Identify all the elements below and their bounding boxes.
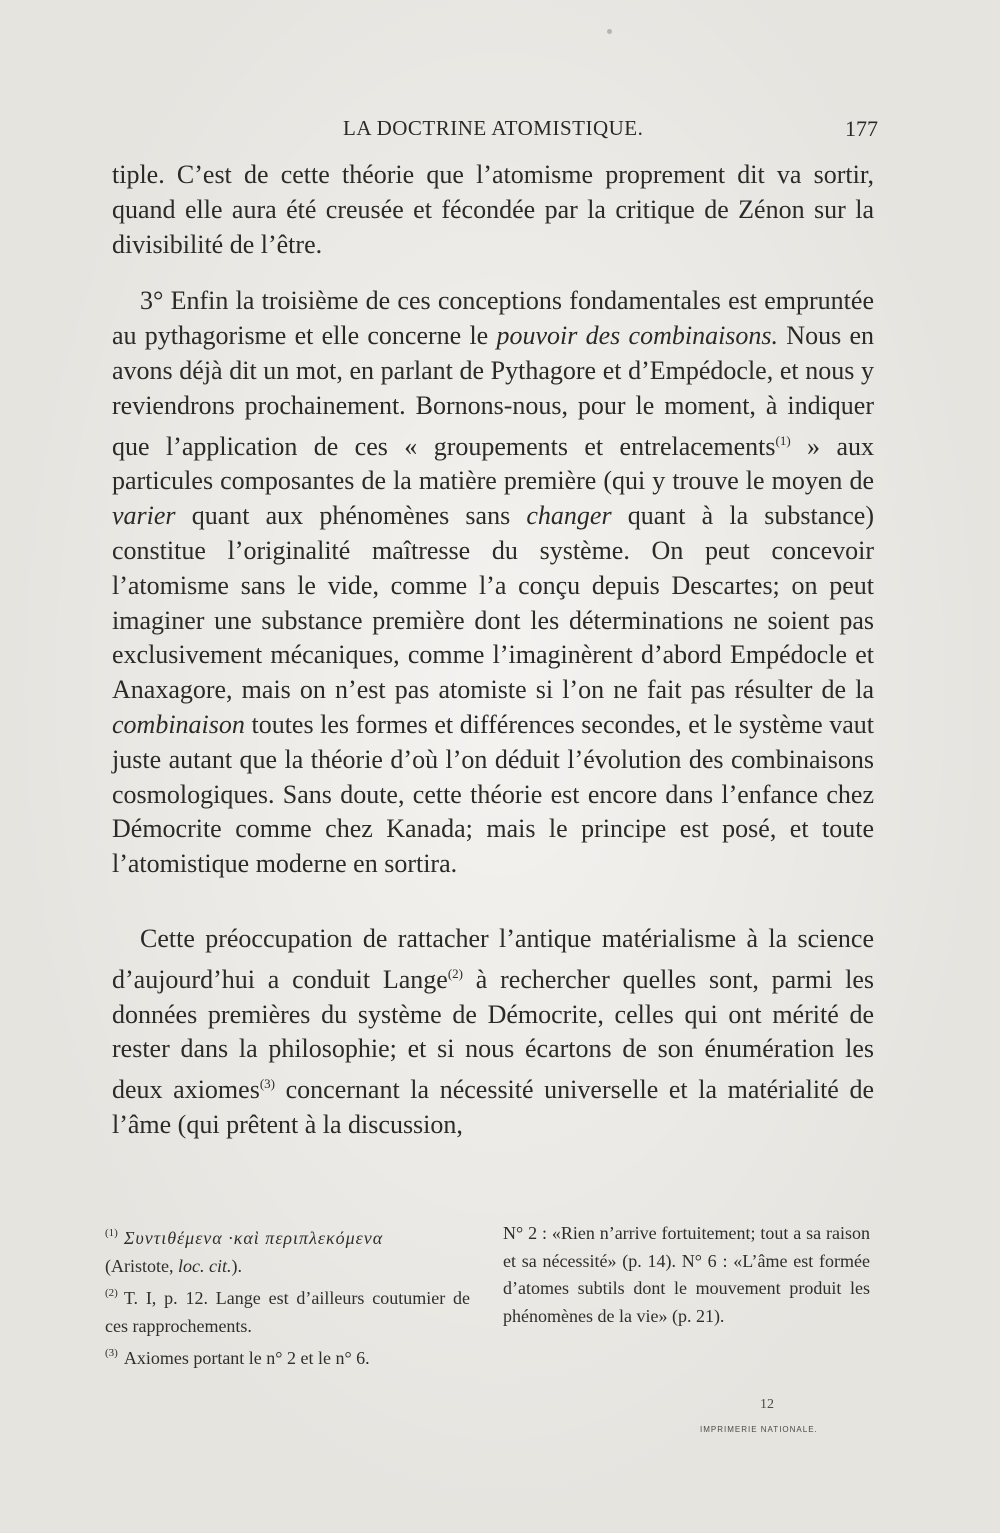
footnote-ref-3: (3) xyxy=(259,1076,275,1092)
paragraph-2-text-f: toutes les formes et différences secondes, et le système vaut juste autant que la théorie d’où l’on déduit l’évolution des combinaisons cosmologiques. Sans doute, cette théorie est encore dans l’enfance chez Démocrite comme chez Kanada; mais le principe est posé, et toute l’atomistique moderne en sortira. xyxy=(112,709,874,879)
paragraph-3-text-a: Cette préoccupation de rattacher l’antique matérialisme à la science d’aujourd’hui a conduit Lange xyxy=(112,923,874,994)
signature-mark: 12 xyxy=(760,1397,774,1412)
footnote-1-greek: Συντιθέμενα ·καὶ περιπλεκόμενα xyxy=(123,1228,384,1248)
footnote-1-source-end: ). xyxy=(231,1255,242,1276)
main-text xyxy=(112,158,874,1143)
footnote-3-text: Axiomes portant le n° 2 et le n° 6. xyxy=(123,1348,370,1368)
footnote-2-text: T. I, p. 12. Lange est d’ailleurs coutumier de ces rapprochements. xyxy=(105,1288,470,1336)
paragraph-3-text-c: concernant la nécessité universelle et la matérialité de l’âme (qui prêtent à la discussion, xyxy=(112,1075,874,1139)
footnote-3 xyxy=(105,1340,470,1373)
footnote-2-marker: (2) xyxy=(105,1287,118,1299)
printer-imprint: IMPRIMERIE NATIONALE. xyxy=(700,1425,818,1434)
running-title: LA DOCTRINE ATOMISTIQUE. xyxy=(343,116,644,140)
footnote-1 xyxy=(105,1220,470,1280)
footnote-1-source-em: loc. cit. xyxy=(177,1255,232,1276)
footnote-ref-1: (1) xyxy=(775,432,791,448)
emphasis-changer: changer xyxy=(526,501,612,531)
running-header xyxy=(343,116,878,144)
emphasis-combinaison: combinaison xyxy=(112,709,245,739)
paragraph-2 xyxy=(112,284,874,882)
paragraph-2-text-e: quant à la substance) constitue l’originalité maîtresse du système. On peut concevoir l’atomisme sans le vide, comme l’a conçu depuis Descartes; on peut imaginer une substance première dont les déterminations ne soient pas exclusivement mécaniques, comme l’imaginèrent d’abord Empédocle et Anaxagore, mais on n’est pas atomiste si l’on ne fait pas résulter de la xyxy=(112,501,875,705)
paragraph-2-text-b: Nous en avons déjà dit un mot, en parlant de Pythagore et d’Empédocle, et nous y reviendrons prochainement. Bornons-nous, pour le moment, à indiquer que l’application de ces « groupements et entrelacements xyxy=(112,321,874,461)
paragraph-2-text-a: 3° Enfin la troisième de ces conceptions fondamentales est empruntée au pythagorisme et elle concerne le xyxy=(112,286,874,351)
paragraph-3 xyxy=(112,922,874,1143)
footnote-2 xyxy=(105,1280,470,1340)
page-number: 177 xyxy=(845,116,878,141)
footnote-1-source: (Aristote, xyxy=(105,1255,178,1276)
footnotes-right-column xyxy=(503,1220,870,1330)
paragraph-2-text-d: quant aux phénomènes sans xyxy=(175,501,527,531)
footnotes-left-column xyxy=(105,1220,470,1373)
paragraph-1: tiple. C’est de cette théorie que l’atomisme proprement dit va sortir, quand elle aura été creusée et fécondée par la critique de Zénon sur la divisibilité de l’être. xyxy=(112,160,874,259)
emphasis-varier: varier xyxy=(112,501,176,531)
footnote-3-marker: (3) xyxy=(105,1347,118,1359)
footnote-1-marker: (1) xyxy=(105,1227,118,1239)
ink-speck xyxy=(607,29,612,34)
footnote-ref-2: (2) xyxy=(447,965,464,981)
paragraph-3-text-b: à rechercher quelles sont, parmi les données premières du système de Démocrite, celles qui ont mérité de rester dans la philosophie; et si nous écartons de son énumération les deux axiomes xyxy=(112,964,875,1105)
paragraph-2-text-c: » aux particules composantes de la matière première (qui y trouve le moyen de xyxy=(112,431,875,496)
emphasis-pouvoir-des-combinaisons: pouvoir des combinaisons. xyxy=(496,321,779,351)
footnote-3-continued: N° 2 : «Rien n’arrive fortuitement; tout a sa raison et sa nécessité» (p. 14). N° 6 : «L’âme est formée d’atomes subtils dont le mouvement produit les phénomènes de la vie» (p. 21). xyxy=(503,1223,870,1326)
